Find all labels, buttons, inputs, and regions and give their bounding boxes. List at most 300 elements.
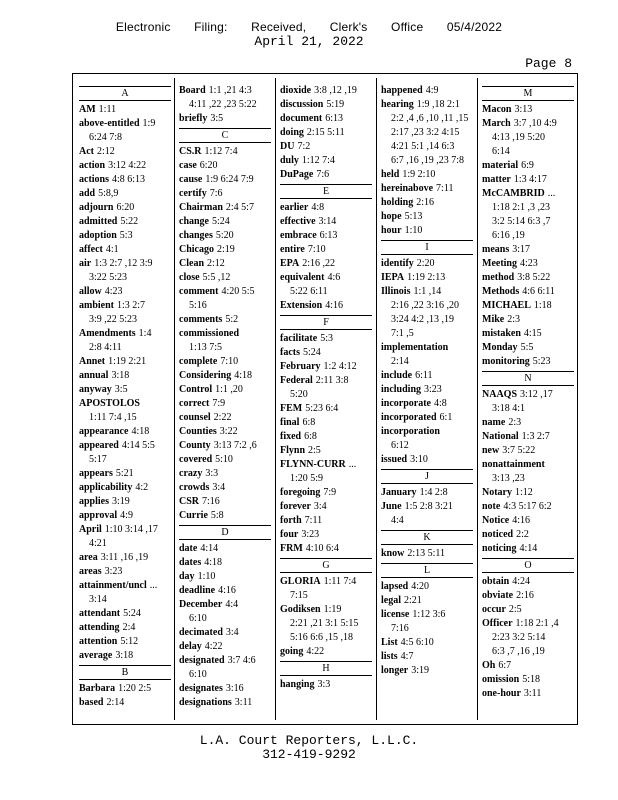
index-term: applies bbox=[79, 496, 110, 507]
index-refs: 2:3 bbox=[507, 314, 520, 325]
index-entry bbox=[280, 402, 372, 416]
index-refs: 4:10 6:4 bbox=[305, 543, 339, 554]
index-refs: 6:9 bbox=[521, 160, 534, 171]
index-refs: 4:9 bbox=[120, 510, 133, 521]
index-entry bbox=[79, 355, 171, 369]
index-refs: 6:20 bbox=[199, 160, 218, 171]
index-term: Chairman bbox=[179, 202, 223, 213]
index-term: method bbox=[482, 272, 515, 283]
index-entry bbox=[79, 201, 171, 215]
index-refs: 2:14 bbox=[106, 697, 125, 708]
index-term: designated bbox=[179, 655, 225, 666]
index-term: complete bbox=[179, 356, 218, 367]
index-refs: 1:5 2:8 3:21 bbox=[404, 501, 453, 512]
index-term: affect bbox=[79, 244, 103, 255]
index-term: March bbox=[482, 118, 511, 129]
index-entry bbox=[482, 243, 574, 257]
index-refs: 4:7 bbox=[400, 651, 414, 662]
index-refs: 3:7 4:6 bbox=[227, 655, 256, 666]
index-entry bbox=[179, 481, 271, 495]
index-refs: 5:3 bbox=[320, 333, 333, 344]
index-entry bbox=[79, 439, 171, 453]
index-entry bbox=[482, 687, 574, 701]
index-entry bbox=[179, 229, 271, 243]
index-entry bbox=[482, 117, 574, 131]
index-refs: 7:11 bbox=[436, 183, 454, 194]
index-term: appears bbox=[79, 468, 113, 479]
index-term: add bbox=[79, 188, 96, 199]
index-entry bbox=[280, 112, 372, 126]
index-term: Act bbox=[79, 146, 94, 157]
index-term: action bbox=[79, 160, 106, 171]
index-term: day bbox=[179, 571, 195, 582]
index-refs: 4:8 bbox=[434, 398, 447, 409]
index-term: National bbox=[482, 431, 519, 442]
index-term: forth bbox=[280, 515, 302, 526]
index-entry bbox=[179, 201, 271, 215]
index-refs: 3:23 bbox=[301, 529, 320, 540]
index-term: Counties bbox=[179, 426, 217, 437]
index-entry bbox=[482, 603, 574, 617]
index-refs: ... bbox=[547, 188, 556, 199]
index-refs: 3:10 bbox=[410, 454, 428, 465]
index-entry bbox=[381, 168, 473, 182]
column-divider bbox=[174, 78, 175, 720]
index-term: Federal bbox=[280, 375, 313, 386]
index-refs: 2:4 bbox=[122, 622, 136, 633]
index-term: County bbox=[179, 440, 211, 451]
index-refs: 4:3 5:17 6:2 bbox=[503, 501, 552, 512]
index-refs: 1:20 2:5 bbox=[118, 683, 152, 694]
index-term: List bbox=[381, 637, 398, 648]
index-refs: 4:16 bbox=[218, 585, 236, 596]
index-entry bbox=[79, 495, 171, 509]
index-entry bbox=[179, 159, 271, 173]
index-column-1 bbox=[79, 84, 171, 710]
index-refs-continued: 5:17 bbox=[89, 454, 107, 465]
index-term: attainment/uncl bbox=[79, 580, 147, 591]
index-refs-continued: 5:20 bbox=[290, 389, 308, 400]
index-refs: 4:5 6:10 bbox=[400, 637, 434, 648]
index-term: crazy bbox=[179, 468, 203, 479]
index-entry bbox=[381, 84, 473, 98]
index-refs-continued: 6:24 7:8 bbox=[89, 132, 123, 143]
section-letter: K bbox=[381, 530, 473, 545]
index-refs-continued: 6:7 ,16 ,19 ,23 7:8 bbox=[391, 155, 465, 166]
index-refs-continued: 3:2 5:14 6:3 ,7 bbox=[492, 216, 551, 227]
filing-stamp-part: Clerk's bbox=[329, 20, 368, 34]
index-entry bbox=[280, 154, 372, 168]
index-refs: 3:4 bbox=[225, 627, 239, 638]
index-term: McCAMBRID bbox=[482, 188, 545, 199]
index-refs: 1:2 4:12 bbox=[323, 361, 357, 372]
index-term: know bbox=[381, 548, 405, 559]
index-entry bbox=[381, 285, 473, 299]
index-entry bbox=[381, 383, 473, 397]
index-entry bbox=[179, 495, 271, 509]
index-entry bbox=[381, 594, 473, 608]
index-entry bbox=[280, 215, 372, 229]
index-refs: 3:17 bbox=[512, 244, 531, 255]
index-refs: 3:12 4:22 bbox=[108, 160, 147, 171]
index-refs: 4:14 bbox=[200, 543, 219, 554]
index-term: Officer bbox=[482, 618, 513, 629]
document-date: April 21, 2022 bbox=[254, 34, 364, 49]
index-refs-continued: 1:11 7:4 ,15 bbox=[89, 412, 137, 423]
section-letter: F bbox=[280, 315, 372, 330]
index-term: incorporate bbox=[381, 398, 431, 409]
index-refs-continued: 4:11 ,22 ,23 5:22 bbox=[189, 99, 257, 110]
index-refs: 3:23 bbox=[424, 384, 442, 395]
index-refs: 1:10 bbox=[404, 225, 423, 236]
index-term: obtain bbox=[482, 576, 510, 587]
index-refs-continued: 2:16 ,22 3:16 ,20 bbox=[391, 300, 460, 311]
section-letter: O bbox=[482, 558, 574, 573]
index-term: doing bbox=[280, 127, 304, 138]
index-refs: 4:16 bbox=[512, 515, 530, 526]
index-refs: 6:20 bbox=[116, 202, 135, 213]
index-term: entire bbox=[280, 244, 305, 255]
index-refs-continued: 3:22 5:23 bbox=[89, 272, 128, 283]
index-term: APOSTOLOS bbox=[79, 398, 140, 409]
index-entry bbox=[79, 696, 171, 710]
index-term: deadline bbox=[179, 585, 216, 596]
index-term: close bbox=[179, 272, 200, 283]
index-refs: 3:13 7:2 ,6 bbox=[213, 440, 257, 451]
index-refs: 1:9 ,18 2:1 bbox=[416, 99, 460, 110]
index-refs: 3:14 bbox=[318, 216, 337, 227]
index-term: FRM bbox=[280, 543, 303, 554]
index-entry bbox=[79, 523, 171, 537]
index-entry bbox=[280, 374, 372, 388]
index-refs: 5:23 bbox=[532, 356, 551, 367]
index-entry bbox=[381, 486, 473, 500]
index-entry bbox=[79, 481, 171, 495]
index-entry bbox=[79, 579, 171, 593]
index-term: changes bbox=[179, 230, 213, 241]
index-entry bbox=[179, 383, 271, 397]
index-entry bbox=[179, 640, 271, 654]
index-refs: 5:2 bbox=[225, 314, 239, 325]
index-refs-continued: 6:3 ,7 ,16 ,19 bbox=[492, 646, 545, 657]
index-term: date bbox=[179, 543, 198, 554]
index-term: designates bbox=[179, 683, 223, 694]
index-refs: 4:6 bbox=[327, 272, 341, 283]
index-term: comment bbox=[179, 286, 219, 297]
index-term: longer bbox=[381, 665, 409, 676]
index-refs: 1:4 2:8 bbox=[419, 487, 448, 498]
index-term: DU bbox=[280, 141, 295, 152]
index-entry bbox=[482, 159, 574, 173]
index-entry bbox=[79, 257, 171, 271]
index-term: delay bbox=[179, 641, 202, 652]
index-refs: 2:16 ,22 bbox=[302, 258, 336, 269]
index-refs: 3:4 bbox=[212, 482, 226, 493]
index-entry bbox=[381, 650, 473, 664]
index-entry bbox=[482, 542, 574, 556]
index-refs: ... bbox=[149, 580, 158, 591]
index-refs-continued: 3:24 4:2 ,13 ,19 bbox=[391, 314, 455, 325]
index-refs-continued: 4:4 bbox=[391, 515, 404, 526]
index-entry bbox=[482, 575, 574, 589]
footer-phone: 312-419-9292 bbox=[262, 747, 356, 762]
filing-stamp-part: Office bbox=[391, 20, 424, 34]
index-term: Amendments bbox=[79, 328, 136, 339]
index-term: Control bbox=[179, 384, 213, 395]
index-term: February bbox=[280, 361, 321, 372]
index-term: AM bbox=[79, 104, 96, 115]
index-entry bbox=[179, 439, 271, 453]
index-refs: 4:24 bbox=[512, 576, 531, 587]
index-entry bbox=[381, 98, 473, 112]
section-letter: M bbox=[482, 86, 574, 101]
index-term: hope bbox=[381, 211, 402, 222]
index-term: Notice bbox=[482, 515, 510, 526]
index-refs: 4:16 bbox=[325, 300, 344, 311]
index-term: appeared bbox=[79, 440, 119, 451]
index-entry bbox=[482, 500, 574, 514]
section-letter: G bbox=[280, 558, 372, 573]
index-refs: 4:14 5:5 bbox=[121, 440, 155, 451]
index-refs: 2:20 bbox=[416, 258, 435, 269]
index-term: Macon bbox=[482, 104, 512, 115]
index-refs: 3:11 bbox=[523, 688, 542, 699]
index-entry bbox=[179, 453, 271, 467]
index-refs-continued: 3:18 4:1 bbox=[492, 403, 526, 414]
index-term: duly bbox=[280, 155, 299, 166]
index-refs: 3:22 bbox=[219, 426, 238, 437]
index-entry bbox=[381, 271, 473, 285]
index-refs: 2:4 5:7 bbox=[225, 202, 254, 213]
index-refs: 4:18 bbox=[204, 557, 223, 568]
index-entry bbox=[280, 514, 372, 528]
index-term: above-entitled bbox=[79, 118, 140, 129]
index-term: DuPage bbox=[280, 169, 314, 180]
index-term: correct bbox=[179, 398, 210, 409]
index-refs: 5:8 bbox=[210, 510, 224, 521]
index-term: Barbara bbox=[79, 683, 116, 694]
index-refs: 7:10 bbox=[220, 356, 239, 367]
index-entry bbox=[381, 224, 473, 238]
index-term: facilitate bbox=[280, 333, 318, 344]
index-term: April bbox=[79, 524, 102, 535]
index-term: note bbox=[482, 501, 501, 512]
index-entry bbox=[482, 589, 574, 603]
index-entry bbox=[79, 299, 171, 313]
index-refs: 1:19 2:13 bbox=[407, 272, 446, 283]
index-term: issued bbox=[381, 454, 408, 465]
filing-stamp-part: Electronic bbox=[115, 20, 171, 34]
index-term: briefly bbox=[179, 113, 208, 124]
index-refs: 3:8 5:22 bbox=[517, 272, 551, 283]
index-term: Extension bbox=[280, 300, 323, 311]
index-refs: 1:18 bbox=[533, 300, 552, 311]
index-refs-continued: 1:13 7:5 bbox=[189, 342, 223, 353]
index-term: December bbox=[179, 599, 223, 610]
index-refs: 3:3 bbox=[317, 679, 331, 690]
index-refs: 1:12 bbox=[515, 487, 533, 498]
index-entry bbox=[179, 509, 271, 523]
index-entry bbox=[79, 383, 171, 397]
index-refs-continued: 4:21 5:1 ,14 6:3 bbox=[391, 141, 455, 152]
index-refs: 5:5 ,12 bbox=[202, 272, 231, 283]
index-entry bbox=[79, 635, 171, 649]
index-term: adjourn bbox=[79, 202, 114, 213]
index-entry bbox=[179, 355, 271, 369]
index-refs: 3:19 bbox=[112, 496, 130, 507]
index-entry bbox=[280, 243, 372, 257]
index-entry bbox=[482, 673, 574, 687]
index-entry bbox=[280, 201, 372, 215]
page-number: Page 8 bbox=[525, 56, 572, 71]
index-refs-continued: 2:21 ,21 3:1 5:15 bbox=[290, 618, 359, 629]
index-entry bbox=[280, 140, 372, 154]
index-term: hearing bbox=[381, 99, 414, 110]
index-entry bbox=[179, 467, 271, 481]
index-term: appearance bbox=[79, 426, 129, 437]
index-refs: 2:5 bbox=[308, 445, 321, 456]
index-term: equivalent bbox=[280, 272, 325, 283]
index-refs: 4:15 bbox=[523, 328, 542, 339]
index-entry bbox=[381, 210, 473, 224]
index-refs: 1:10 bbox=[197, 571, 216, 582]
index-term: earlier bbox=[280, 202, 309, 213]
index-refs: 3:23 bbox=[104, 566, 123, 577]
index-refs: 7:6 bbox=[209, 188, 223, 199]
index-term: license bbox=[381, 609, 410, 620]
index-entry bbox=[482, 173, 574, 187]
index-term: including bbox=[381, 384, 422, 395]
index-term: effective bbox=[280, 216, 316, 227]
index-entry bbox=[280, 360, 372, 374]
index-entry bbox=[79, 607, 171, 621]
index-term: facts bbox=[280, 347, 300, 358]
index-entry bbox=[381, 425, 473, 439]
index-refs: 2:15 5:11 bbox=[306, 127, 345, 138]
index-entry bbox=[381, 257, 473, 271]
index-refs: 4:22 bbox=[306, 646, 325, 657]
index-refs-continued: 3:13 ,23 bbox=[492, 473, 525, 484]
index-entry bbox=[381, 196, 473, 210]
index-term: Methods bbox=[482, 286, 520, 297]
index-term: identify bbox=[381, 258, 414, 269]
index-term: foregoing bbox=[280, 487, 321, 498]
index-term: noticed bbox=[482, 529, 514, 540]
index-entry bbox=[280, 575, 372, 589]
index-entry bbox=[280, 299, 372, 313]
index-entry bbox=[79, 425, 171, 439]
index-term: final bbox=[280, 417, 300, 428]
section-letter: N bbox=[482, 371, 574, 386]
index-term: new bbox=[482, 445, 500, 456]
index-refs: 4:1 bbox=[105, 244, 119, 255]
index-refs: 2:12 bbox=[97, 146, 115, 157]
index-entry bbox=[179, 682, 271, 696]
footer-company: L.A. Court Reporters, L.L.C. bbox=[199, 733, 419, 748]
index-entry bbox=[381, 411, 473, 425]
index-refs: 6:13 bbox=[319, 230, 338, 241]
index-entry bbox=[280, 168, 372, 182]
index-refs: 5:10 bbox=[215, 454, 233, 465]
section-letter: I bbox=[381, 240, 473, 255]
index-entry bbox=[280, 332, 372, 346]
index-entry bbox=[280, 416, 372, 430]
index-refs: 4:2 bbox=[135, 482, 149, 493]
index-refs: 1:11 7:4 bbox=[323, 576, 357, 587]
index-entry bbox=[179, 215, 271, 229]
index-entry bbox=[482, 617, 574, 631]
section-letter: J bbox=[381, 469, 473, 484]
index-refs: 4:9 bbox=[425, 85, 439, 96]
index-term: CSR bbox=[179, 496, 200, 507]
index-entry bbox=[79, 117, 171, 131]
index-refs: 3:19 bbox=[411, 665, 429, 676]
index-term: held bbox=[381, 169, 400, 180]
column-divider bbox=[275, 78, 276, 720]
index-term: incorporation bbox=[381, 426, 440, 437]
index-refs-continued: 3:14 bbox=[89, 594, 107, 605]
index-entry bbox=[482, 388, 574, 402]
index-refs: 4:14 bbox=[519, 543, 538, 554]
index-refs: 2:11 3:8 bbox=[315, 375, 349, 386]
index-refs: 6:8 bbox=[304, 431, 317, 442]
column-divider bbox=[477, 78, 478, 720]
index-refs: 5:19 bbox=[326, 99, 345, 110]
index-refs: 4:20 5:5 bbox=[221, 286, 255, 297]
index-term: omission bbox=[482, 674, 520, 685]
index-entry bbox=[482, 659, 574, 673]
index-entry bbox=[79, 467, 171, 481]
index-refs: 1:1 ,21 4:3 bbox=[208, 85, 252, 96]
index-refs: 1:1 ,20 bbox=[215, 384, 243, 395]
index-entry bbox=[79, 103, 171, 117]
index-term: discussion bbox=[280, 99, 324, 110]
index-entry bbox=[79, 145, 171, 159]
index-term: Godiksen bbox=[280, 604, 321, 615]
index-term: areas bbox=[79, 566, 102, 577]
index-term: one-hour bbox=[482, 688, 521, 699]
index-refs-continued: 7:16 bbox=[391, 623, 409, 634]
index-refs-continued: 7:1 ,5 bbox=[391, 328, 414, 339]
index-entry bbox=[179, 584, 271, 598]
index-refs: 1:12 7:4 bbox=[301, 155, 335, 166]
index-refs: 3:12 ,17 bbox=[520, 389, 553, 400]
index-refs: 2:13 5:11 bbox=[407, 548, 446, 559]
index-entry bbox=[381, 636, 473, 650]
index-entry bbox=[280, 500, 372, 514]
index-entry bbox=[179, 327, 271, 341]
index-entry bbox=[381, 397, 473, 411]
index-refs-continued: 6:12 bbox=[391, 440, 409, 451]
index-entry bbox=[179, 285, 271, 299]
index-term: matter bbox=[482, 174, 511, 185]
index-term: hereinabove bbox=[381, 183, 434, 194]
index-term: embrace bbox=[280, 230, 317, 241]
index-term: case bbox=[179, 160, 197, 171]
index-refs: 4:6 6:11 bbox=[522, 286, 555, 297]
index-entry bbox=[482, 528, 574, 542]
index-refs: 6:11 bbox=[415, 370, 433, 381]
index-entry bbox=[280, 346, 372, 360]
index-entry bbox=[280, 645, 372, 659]
index-term: admitted bbox=[79, 216, 118, 227]
index-term: attending bbox=[79, 622, 120, 633]
index-entry bbox=[280, 486, 372, 500]
index-term: IEPA bbox=[381, 272, 405, 283]
index-refs: 3:5 bbox=[114, 384, 128, 395]
index-term: air bbox=[79, 258, 92, 269]
index-entry bbox=[381, 580, 473, 594]
